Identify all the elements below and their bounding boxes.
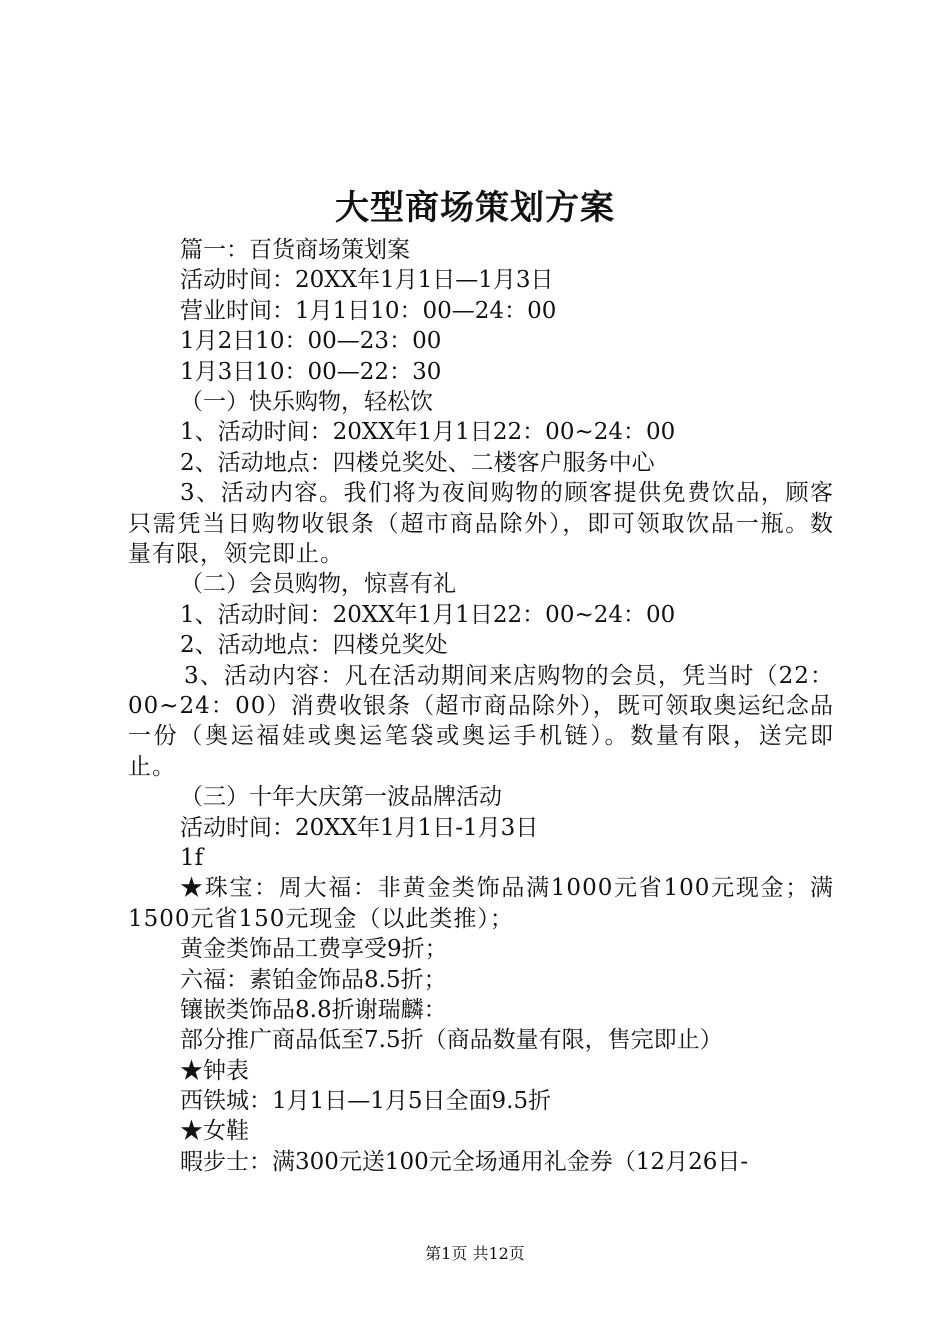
- paragraph: ★珠宝：周大福：非黄金类饰品满1000元省100元现金；满1500元省150元现金（以此类推）；: [128, 875, 834, 932]
- category-heading: ★钟表: [180, 1057, 249, 1084]
- text-line: 活动时间：20XX年1月1日—1月3日: [180, 267, 554, 294]
- page-footer: 第1页 共12页: [425, 1244, 525, 1263]
- document-title: 大型商场策划方案: [335, 188, 615, 228]
- category-heading: ★女鞋: [180, 1118, 249, 1145]
- text-line: 2、活动地点：四楼兑奖处、二楼客户服务中心: [180, 449, 655, 476]
- document-body: [128, 235, 834, 1177]
- section-heading: （一）快乐购物，轻松饮: [180, 388, 433, 415]
- section-heading: （二）会员购物，惊喜有礼: [180, 571, 456, 598]
- paragraph: 3、活动内容：凡在活动期间来店购物的会员，凭当时（22：00~24：00）消费收银条（超市商品除外），既可领取奥运纪念品一份（奥运福娃或奥运笔袋或奥运手机链）。数量有限，送完即止。: [128, 662, 834, 780]
- section-heading: （三）十年大庆第一波品牌活动: [180, 784, 502, 811]
- text-line: 1月2日10：00—23：00: [180, 328, 442, 355]
- text-line: 篇一：百货商场策划案: [180, 237, 410, 263]
- text-line: 部分推广商品低至7.5折（商品数量有限，售完即止）: [180, 1027, 723, 1054]
- text-line: 营业时间：1月1日10：00—24：00: [180, 297, 557, 324]
- text-line: 1、活动时间：20XX年1月1日22：00~24：00: [180, 601, 676, 628]
- text-line: 1、活动时间：20XX年1月1日22：00~24：00: [180, 419, 676, 446]
- text-line: 黄金类饰品工费享受9折；: [180, 936, 448, 963]
- text-line: 暇步士：满300元送100元全场通用礼金券（12月26日-: [180, 1148, 749, 1175]
- text-line: 西铁城：1月1日—1月5日全面9.5折: [180, 1088, 552, 1115]
- text-line: 1f: [180, 844, 204, 871]
- paragraph: 3、活动内容。我们将为夜间购物的顾客提供免费饮品，顾客只需凭当日购物收银条（超市商品除外），即可领取饮品一瓶。数量有限，领完即止。: [128, 480, 834, 567]
- text-line: 1月3日10：00—22：30: [180, 358, 442, 385]
- text-line: 活动时间：20XX年1月1日-1月3日: [180, 814, 539, 841]
- text-line: 镶嵌类饰品8.8折谢瑞麟：: [180, 996, 447, 1023]
- text-line: 六福：素铂金饰品8.5折；: [180, 966, 447, 993]
- text-line: 2、活动地点：四楼兑奖处: [180, 632, 448, 659]
